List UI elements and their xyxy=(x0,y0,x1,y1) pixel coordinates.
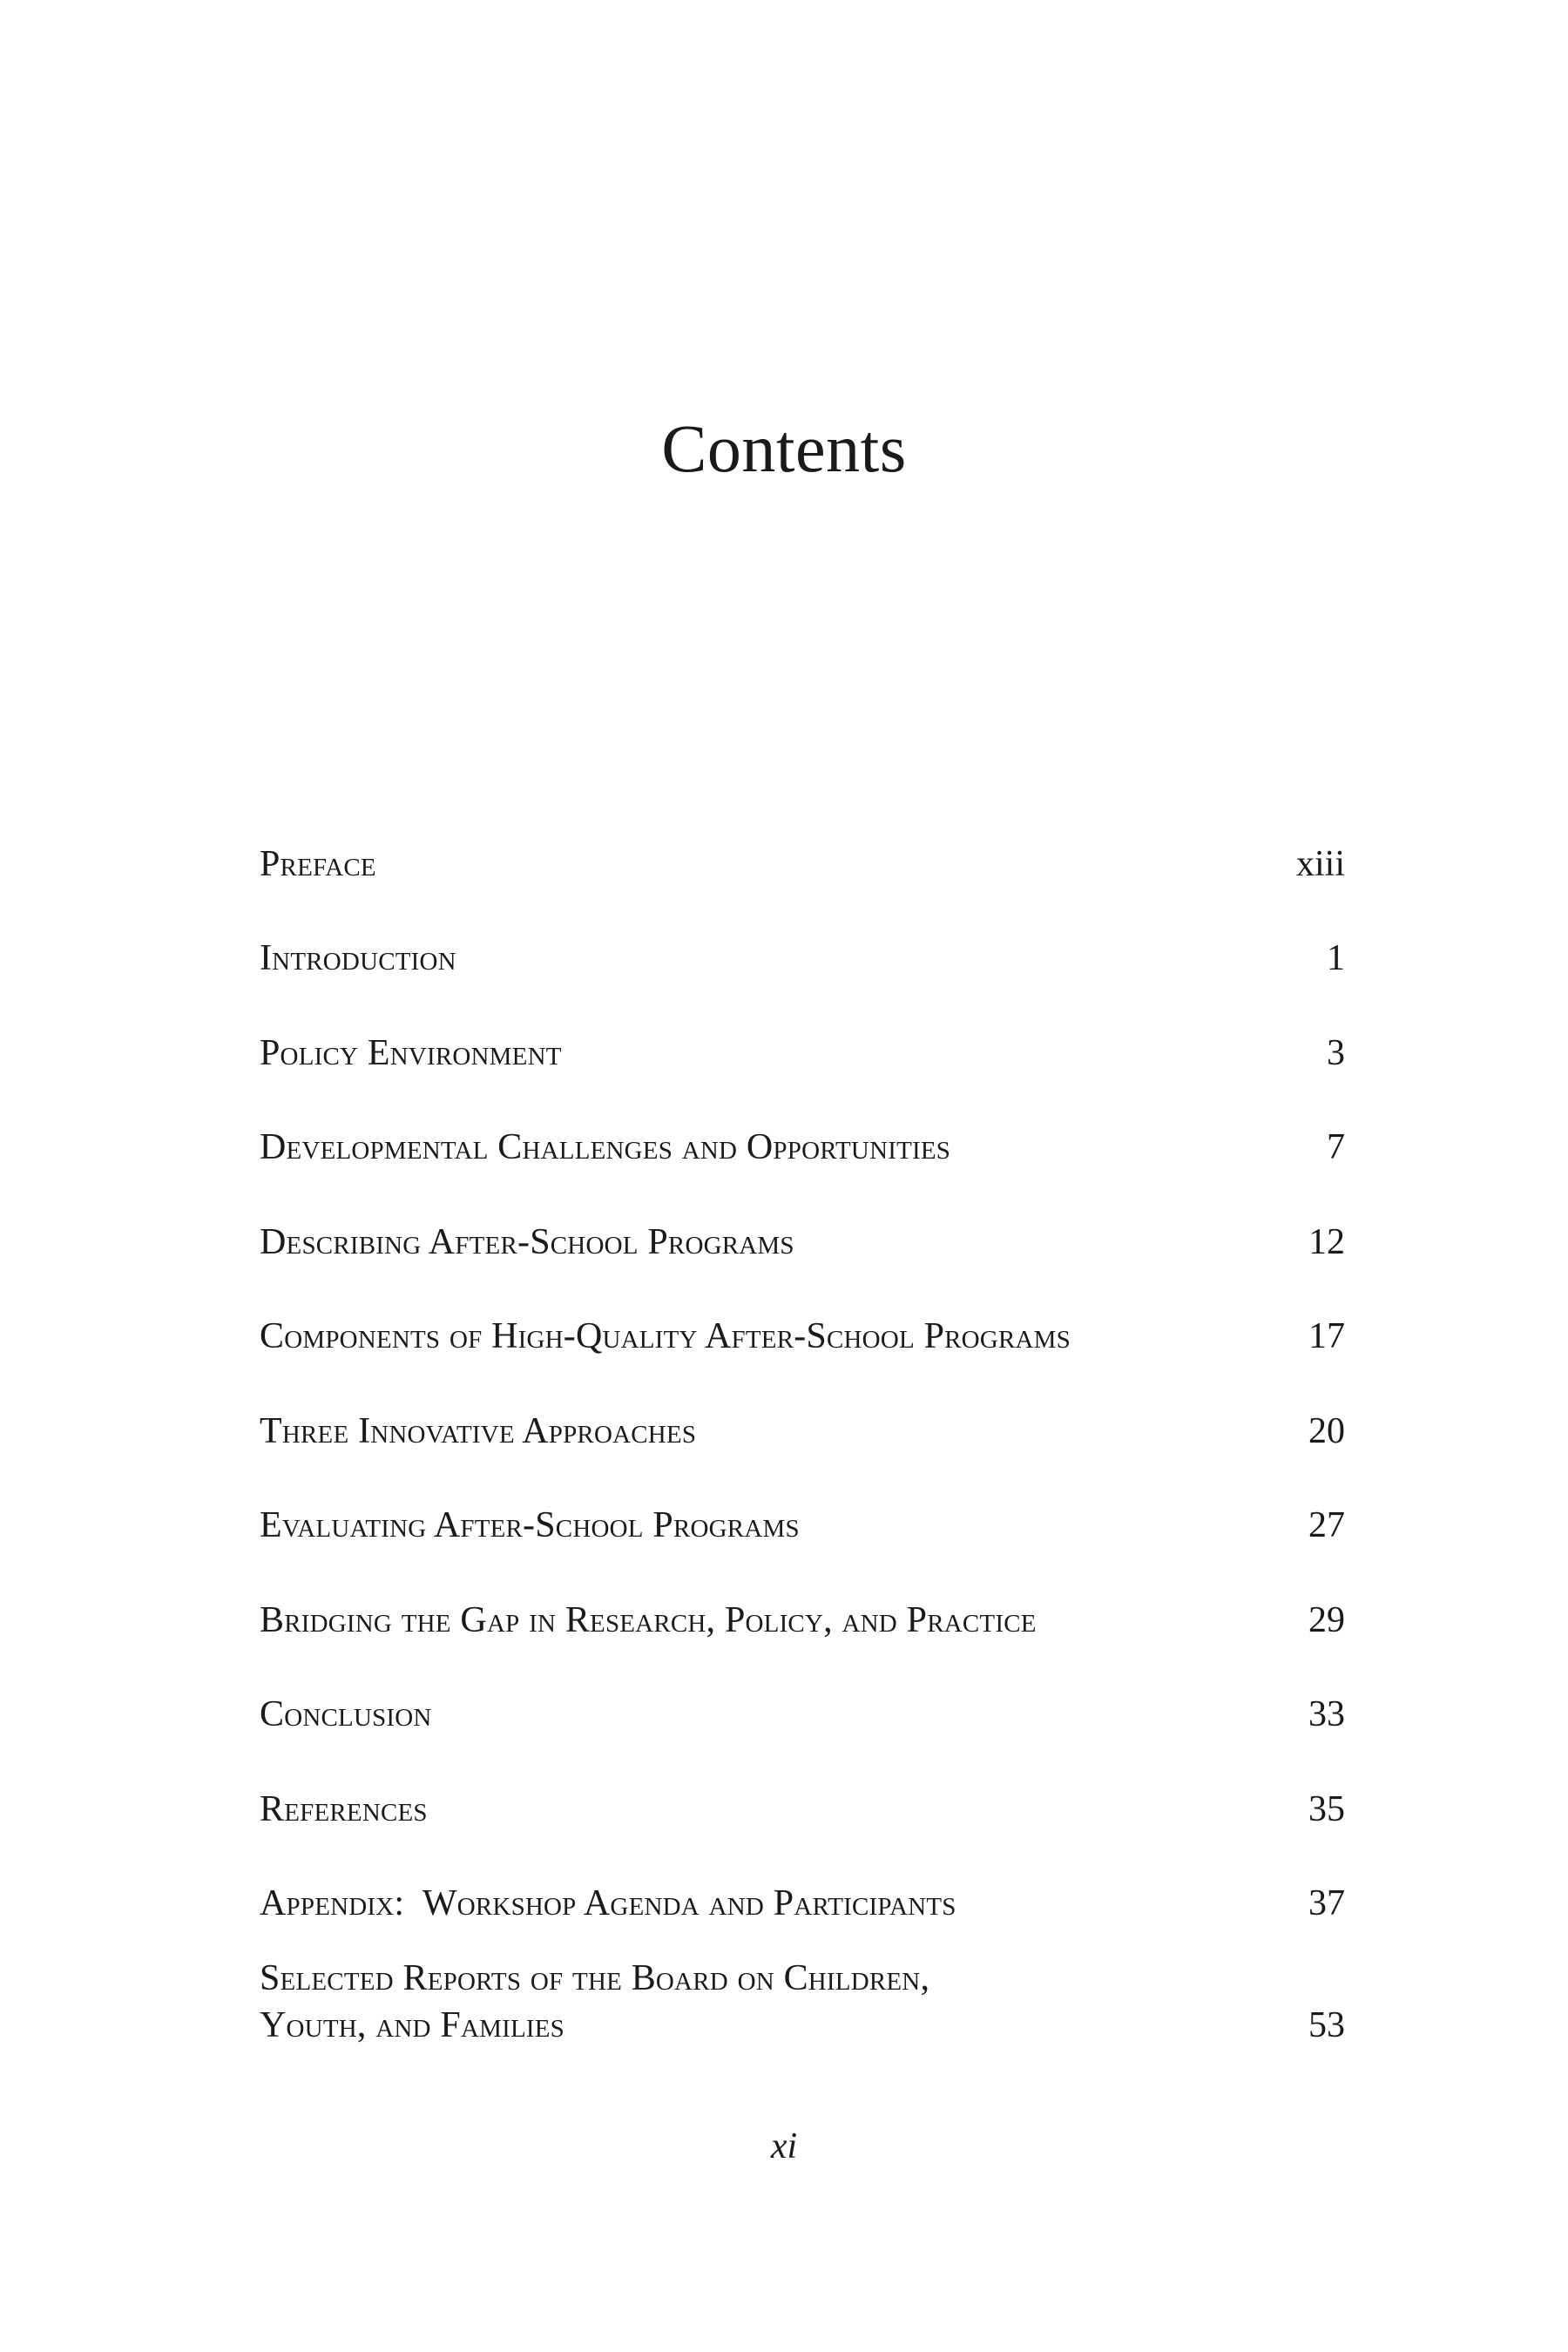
table-of-contents xyxy=(260,793,1345,2049)
toc-entry-title: Three Innovative Approaches xyxy=(260,1410,697,1451)
toc-entry-page: 53 xyxy=(1308,2005,1345,2045)
toc-entry-describing-programs xyxy=(260,1171,1345,1266)
toc-entry-title: Developmental Challenges and Opportunities xyxy=(260,1127,951,1167)
toc-entry-preface xyxy=(260,793,1345,888)
page-title: Contents xyxy=(661,410,907,486)
toc-entry-page: 3 xyxy=(1327,1032,1345,1073)
toc-entry-title: Appendix: Workshop Agenda and Participants xyxy=(260,1883,956,1923)
toc-entry-components xyxy=(260,1266,1345,1361)
toc-entry-title: Policy Environment xyxy=(260,1032,562,1073)
toc-entry-page: 17 xyxy=(1308,1316,1345,1356)
toc-entry-evaluating xyxy=(260,1455,1345,1550)
toc-entry-references xyxy=(260,1738,1345,1833)
toc-entry-title: Bridging the Gap in Research, Policy, and Practice xyxy=(260,1599,1037,1640)
toc-entry-page: 1 xyxy=(1327,938,1345,978)
toc-entry-developmental-challenges xyxy=(260,1077,1345,1172)
toc-entry-title: Introduction xyxy=(260,938,456,978)
toc-entry-title-line: Selected Reports of the Board on Children, xyxy=(260,1958,930,1998)
toc-entry-bridging-gap xyxy=(260,1549,1345,1644)
toc-entry-title: Components of High-Quality After-School Programs xyxy=(260,1316,1071,1356)
toc-entry-title: Conclusion xyxy=(260,1694,432,1734)
toc-entry-policy-environment xyxy=(260,982,1345,1077)
toc-entry-title: References xyxy=(260,1788,428,1829)
toc-entry-page: xiii xyxy=(1295,843,1345,884)
toc-entry-conclusion xyxy=(260,1644,1345,1739)
toc-entry-page: 29 xyxy=(1308,1599,1345,1640)
toc-entry-title: Evaluating After-School Programs xyxy=(260,1505,800,1545)
toc-entry-page: 12 xyxy=(1308,1221,1345,1262)
toc-entry-selected-reports xyxy=(260,1927,1345,2049)
toc-entry-page: 20 xyxy=(1308,1410,1345,1451)
toc-entry-three-approaches xyxy=(260,1360,1345,1455)
toc-entry-title: Describing After-School Programs xyxy=(260,1221,794,1262)
toc-entry-title-line: Youth, and Families xyxy=(260,2005,564,2045)
toc-entry-title: Preface xyxy=(260,843,376,884)
toc-entry-appendix xyxy=(260,1833,1345,1928)
page-number: xi xyxy=(770,2126,798,2166)
toc-entry-page: 27 xyxy=(1308,1505,1345,1545)
toc-entry-introduction xyxy=(260,888,1345,983)
toc-entry-page: 35 xyxy=(1308,1788,1345,1829)
toc-entry-page: 37 xyxy=(1308,1883,1345,1923)
toc-entry-page: 33 xyxy=(1308,1694,1345,1734)
toc-entry-title xyxy=(260,1955,929,2049)
toc-entry-page: 7 xyxy=(1327,1127,1345,1167)
